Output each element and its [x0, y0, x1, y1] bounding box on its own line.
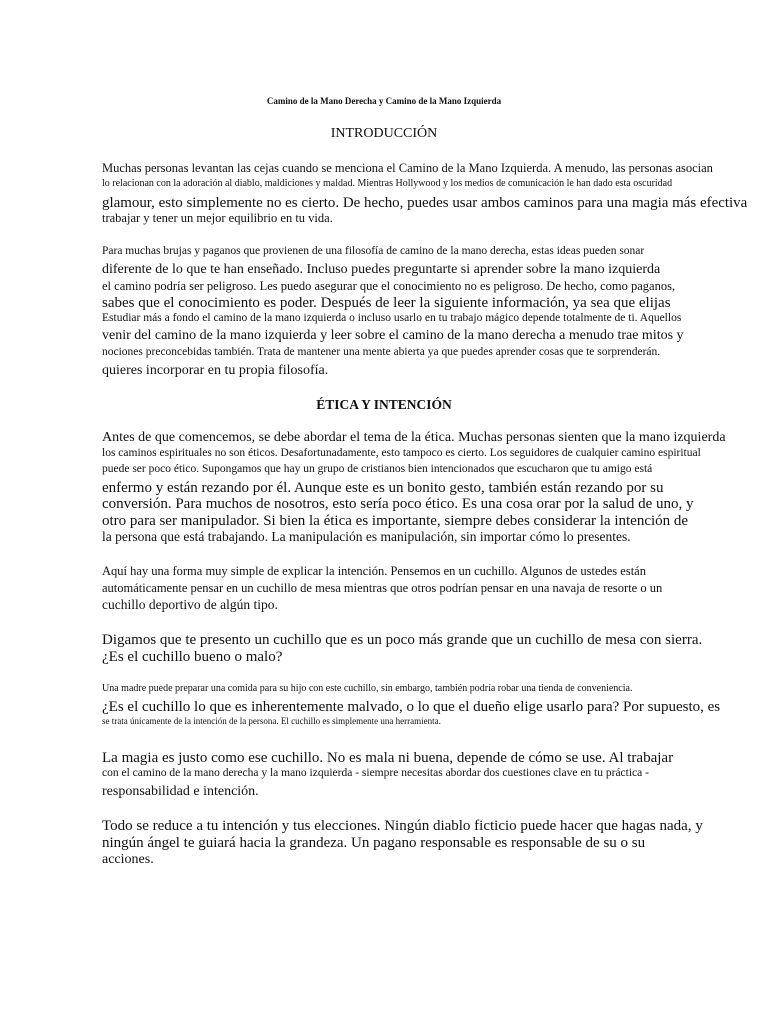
paragraph-3-line-2: los caminos espirituales no son éticos. Desafortunadamente, esto tampoco es cierto. Los seguidores de cualquier camino espiritual [102, 447, 701, 459]
paragraph-2-line-3: el camino podría ser peligroso. Les puedo asegurar que el conocimiento no es peligroso. De hecho, como paganos, [102, 279, 676, 293]
paragraph-7-line-1: La magia es justo como ese cuchillo. No es mala ni buena, depende de cómo se use. Al trabajar [102, 750, 674, 766]
paragraph-2-line-6: venir del camino de la mano izquierda y leer sobre el camino de la mano derecha a menudo trae mitos y [102, 328, 684, 343]
paragraph-4-line-3: cuchillo deportivo de algún tipo. [102, 597, 278, 612]
paragraph-6-line-3: se trata únicamente de la intención de la persona. El cuchillo es simplemente una herramienta. [102, 716, 441, 726]
paragraph-3-line-4: enfermo y están rezando por él. Aunque este es un bonito gesto, también están rezando por su [102, 480, 664, 496]
paragraph-3-line-1: Antes de que comencemos, se debe abordar el tema de la ética. Muchas personas sienten que la mano izquierda [102, 430, 726, 445]
paragraph-8-line-1: Todo se reduce a tu intención y tus elecciones. Ningún diablo ficticio puede hacer que hagas nada, y [102, 818, 703, 834]
paragraph-1-line-1: Muchas personas levantan las cejas cuando se menciona el Camino de la Mano Izquierda. A menudo, las personas asocian [102, 161, 713, 175]
paragraph-8-line-3: acciones. [102, 852, 154, 867]
paragraph-2-line-7: nociones preconcebidas también. Trata de mantener una mente abierta ya que puedes aprender cosas que te sorprenderán. [102, 346, 661, 358]
paragraph-2-line-8: quieres incorporar en tu propia filosofía. [102, 363, 329, 378]
paragraph-1-line-2: lo relacionan con la adoración al diablo, maldiciones y maldad. Mientras Hollywood y los medios de comunicación le han dado esta oscuridad [102, 178, 673, 189]
paragraph-3-line-7: la persona que está trabajando. La manipulación es manipulación, sin importar cómo lo presentes. [102, 529, 631, 544]
paragraph-5-line-2: ¿Es el cuchillo bueno o malo? [102, 649, 283, 665]
ethics-heading: ÉTICA Y INTENCIÓN [316, 397, 452, 412]
paragraph-3-line-6: otro para ser manipulador. Si bien la ética es importante, siempre debes considerar la intención de [102, 513, 689, 529]
paragraph-2-line-2: diferente de lo que te han enseñado. Incluso puedes preguntarte si aprender sobre la mano izquierda [102, 262, 661, 277]
paragraph-3-line-5: conversión. Para muchos de nosotros, esto sería poco ético. Es una cosa orar por la salud de uno, y [102, 496, 694, 512]
paragraph-2-line-1: Para muchas brujas y paganos que provienen de una filosofía de camino de la mano derecha, estas ideas pueden sonar [102, 245, 645, 257]
paragraph-7-line-2: con el camino de la mano derecha y la mano izquierda - siempre necesitas abordar dos cuestiones clave en tu práctica - [102, 767, 649, 779]
paragraph-2-line-5: Estudiar más a fondo el camino de la mano izquierda o incluso usarlo en tu trabajo mágico depende totalmente de ti. Aquellos [102, 312, 682, 324]
paragraph-5-line-1: Digamos que te presento un cuchillo que es un poco más grande que un cuchillo de mesa con sierra. [102, 632, 703, 648]
paragraph-4-line-2: automáticamente pensar en un cuchillo de mesa mientras que otros podrían pensar en una navaja de resorte o un [102, 581, 663, 595]
paragraph-4-line-1: Aquí hay una forma muy simple de explicar la intención. Pensemos en un cuchillo. Algunos de ustedes están [102, 564, 646, 578]
paragraph-3-line-3: puede ser poco ético. Supongamos que hay un grupo de cristianos bien intencionados que escucharon que tu amigo está [102, 463, 653, 475]
document-title: Camino de la Mano Derecha y Camino de la Mano Izquierda [266, 96, 502, 106]
paragraph-8-line-2: ningún ángel te guiará hacia la grandeza. Un pagano responsable es responsable de su o su [102, 835, 646, 851]
paragraph-6-line-1: Una madre puede preparar una comida para su hijo con este cuchillo, sin embargo, también podría robar una tienda de conveniencia. [102, 683, 633, 694]
paragraph-1-line-3: glamour, esto simplemente no es cierto. De hecho, puedes usar ambos caminos para una magia más efectiva [102, 195, 748, 211]
paragraph-7-line-3: responsabilidad e intención. [102, 784, 259, 799]
intro-heading: INTRODUCCIÓN [330, 126, 438, 141]
paragraph-1-line-4: trabajar y tener un mejor equilibrio en tu vida. [102, 211, 333, 225]
paragraph-6-line-2: ¿Es el cuchillo lo que es inherentemente malvado, o lo que el dueño elige usarlo para? Por supuesto, es [102, 699, 721, 715]
paragraph-2-line-4: sabes que el conocimiento es poder. Después de leer la siguiente información, ya sea que elijas [102, 295, 671, 311]
